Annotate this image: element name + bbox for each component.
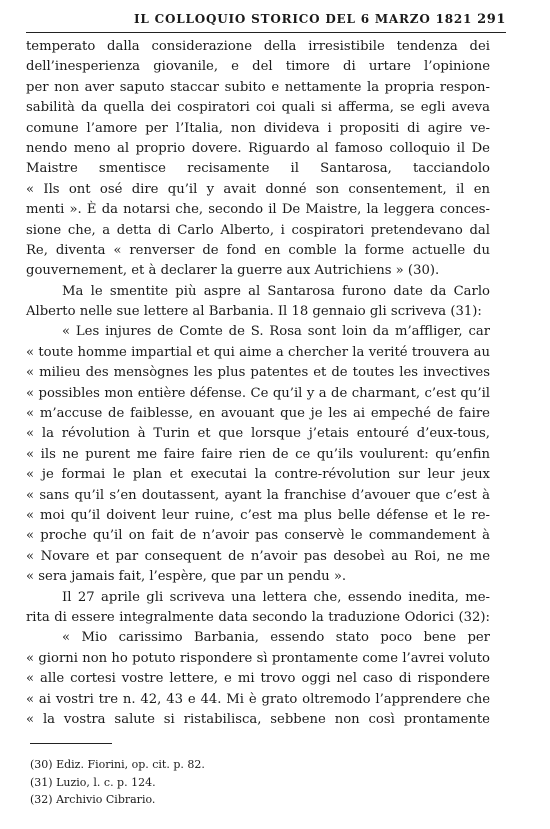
- letter-line: « alle cortesi vostre lettere, e mi trovo oggi nel caso di rispondere: [26, 671, 490, 687]
- running-title: IL COLLOQUIO STORICO DEL 6 MARZO 1821: [134, 12, 473, 26]
- quote-line: « toute homme impartial et qui aime a chercher la verité trouvera au: [26, 344, 490, 360]
- quote-line: « la révolution à Turin et que lorsque j’etais entouré d’eux-tous,: [26, 426, 490, 442]
- text-line: sabilità da quella dei cospiratori coi quali si afferma, se egli aveva: [26, 100, 490, 116]
- text-line: nendo meno al proprio dovere. Riguardo al famoso colloquio il De: [26, 140, 490, 156]
- text-line: temperato dalla considerazione della irresistibile tendenza dei: [26, 39, 490, 54]
- quote-line: « possibles mon entière défense. Ce qu’il y a de charmant, c’est qu’il: [26, 385, 490, 401]
- text-line: Re, diventa « renverser de fond en comble la forme actuelle du: [26, 242, 490, 258]
- quote-line: « Novare et par consequent de n’avoir pas desobeì au Roi, ne me: [26, 548, 490, 564]
- letter-line: « giorni non ho potuto rispondere sì prontamente come l’avrei voluto: [26, 650, 490, 666]
- text-line: Maistre smentisce recisamente il Santarosa, tacciandolo: [26, 161, 490, 177]
- text-line: menti ». È da notarsi che, secondo il De Maistre, la leggera conces-: [26, 202, 490, 218]
- quote-line: « sans qu’il s’en doutassent, ayant la franchise d’avouer que c’est à: [26, 487, 490, 503]
- quote-line: « m’accuse de faiblesse, en avouant que je les ai empeché de faire: [26, 406, 490, 422]
- page-number: 291: [477, 12, 506, 27]
- quote-line: « proche qu’il on fait de n’avoir pas conservè le commandement à: [26, 528, 490, 544]
- letter-line: « ai vostri tre n. 42, 43 e 44. Mi è grato oltremodo l’apprendere che: [26, 691, 490, 707]
- letter-line: « Mio carissimo Barbania, essendo stato poco bene per: [62, 630, 490, 646]
- quote-line: « sera jamais fait, l’espère, que par un pendu ».: [26, 569, 347, 585]
- footnote: (30) Ediz. Fiorini, op. cit. p. 82.: [30, 758, 205, 771]
- footnote: (31) Luzio, l. c. p. 124.: [30, 775, 156, 789]
- letter-line: « la vostra salute si ristabilisca, sebbene non così prontamente: [26, 711, 490, 727]
- quote-line: « milieu des mensògnes les plus patentes et de toutes les invectives: [26, 365, 490, 381]
- text-line: per non aver saputo staccar subito e nettamente la propria respon-: [26, 79, 490, 95]
- quote-line: « Les injures de Comte de S. Rosa sont loin da m’affliger, car: [62, 324, 490, 340]
- text-line: dell’inesperienza giovanile, e del timore di urtare l’opinione: [26, 59, 490, 75]
- running-head: [26, 10, 506, 33]
- footnote-divider: [30, 743, 112, 744]
- text-line: rita di essere integralmente data secondo la traduzione Odorici (32):: [26, 609, 490, 625]
- quote-line: « je formai le plan et executai la contre-révolution sur leur jeux: [26, 467, 490, 483]
- text-line: sione che, a detta di Carlo Alberto, i cospiratori pretendevano dal: [26, 222, 490, 238]
- text-line: Alberto nelle sue lettere al Barbania. Il 18 gennaio gli scriveva (31):: [26, 304, 482, 320]
- paragraph-start-line: Il 27 aprile gli scriveva una lettera che, essendo inedita, me-: [62, 589, 490, 605]
- paragraph-start-line: Ma le smentite più aspre al Santarosa furono date da Carlo: [62, 283, 490, 299]
- footnote: (32) Archivio Cibrario.: [30, 793, 156, 806]
- footnotes: [30, 756, 205, 809]
- text-line: « Ils ont osé dire qu’il y avait donné son consentement, il en: [26, 181, 490, 197]
- text-line: gouvernement, et à declarer la guerre aux Autrichiens » (30).: [26, 263, 440, 279]
- body-text: [26, 37, 490, 730]
- quote-line: « ils ne purent me faire faire rien de ce qu’ils voulurent: qu’enfin: [26, 446, 490, 462]
- text-line: comune l’amore per l’Italia, non divideva i propositi di agire ve-: [26, 120, 490, 136]
- quote-line: « moi qu’il doivent leur ruine, c’est ma plus belle défense et le re-: [26, 507, 490, 523]
